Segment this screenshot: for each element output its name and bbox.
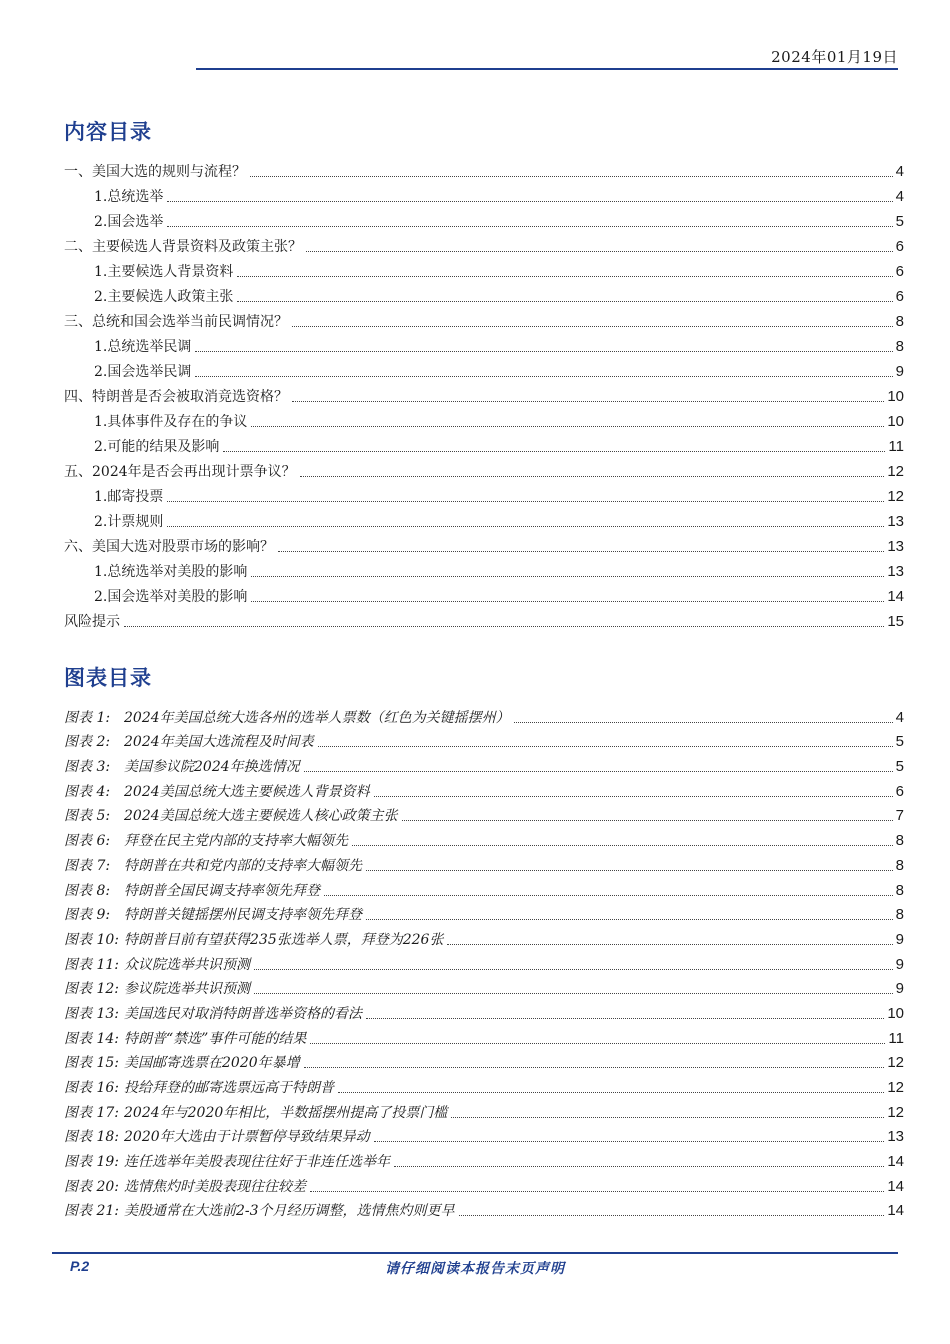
figure-caption: 美国参议院2024年换选情况 (124, 759, 300, 776)
toc-entry-page: 14 (887, 588, 904, 605)
figure-caption: 美股通常在大选前2-3个月经历调整，选情焦灼则更早 (124, 1203, 455, 1220)
toc-entry-text: 1.总统选举对美股的影响 (94, 564, 248, 580)
figure-caption: 特朗普目前有望获得235张选举人票，拜登为226张 (124, 931, 444, 948)
toc-entry-text: 风险提示 (64, 614, 120, 630)
figure-entry[interactable] (64, 751, 904, 776)
leader-dots (402, 819, 893, 821)
toc-entry-text: 二、主要候选人背景资料及政策主张？ (64, 239, 302, 255)
figure-entry-text (64, 1030, 306, 1048)
toc-entry-text: 2.可能的结果及影响 (94, 439, 220, 455)
leader-dots (237, 300, 892, 302)
toc-entry-text: 2.计票规则 (94, 514, 164, 530)
figure-entry-text (64, 882, 320, 900)
figure-caption: 拜登在民主党内部的支持率大幅领先 (124, 833, 348, 850)
figure-entry-page: 14 (887, 1202, 904, 1220)
toc-entry-text: 2.国会选举对美股的影响 (94, 589, 248, 605)
figure-label: 图表 6: (64, 833, 111, 850)
leader-dots (237, 275, 892, 277)
figure-caption: 2020年大选由于计票暂停导致结果异动 (124, 1129, 370, 1146)
toc-entry-page: 4 (895, 163, 904, 180)
figure-caption: 选情焦灼时美股表现往往较差 (124, 1178, 306, 1195)
toc-entry-page: 6 (895, 288, 904, 305)
toc-entry[interactable] (64, 481, 904, 506)
figure-label: 图表 8: (64, 882, 111, 899)
figure-label: 图表 13: (64, 1005, 119, 1022)
figure-caption: 2024年美国大选流程及时间表 (124, 734, 314, 751)
figure-entry-page: 8 (895, 906, 904, 924)
toc-entry[interactable] (64, 256, 904, 281)
toc-entry[interactable] (64, 231, 904, 256)
figure-entry[interactable] (64, 1171, 904, 1196)
figure-entry-page: 12 (887, 1054, 904, 1072)
figure-entry[interactable] (64, 825, 904, 850)
leader-dots (278, 550, 884, 552)
figure-entry-page: 11 (888, 1029, 904, 1047)
toc-entry[interactable] (64, 556, 904, 581)
toc-entry[interactable] (64, 456, 904, 481)
page-number: P.2 (70, 1258, 90, 1274)
figure-entry-text (64, 1128, 370, 1146)
figure-entry-page: 12 (887, 1103, 904, 1121)
toc-entry[interactable] (64, 181, 904, 206)
report-date: 2024年01月19日 (771, 48, 898, 66)
figure-entry[interactable] (64, 1023, 904, 1048)
figure-entry-text (64, 783, 370, 801)
figure-caption: 2024年与2020年相比，半数摇摆州提高了投票门槛 (124, 1104, 448, 1121)
figure-caption: 特朗普关键摇摆州民调支持率领先拜登 (124, 907, 362, 924)
footer-disclaimer: 请仔细阅读本报告末页声明 (385, 1261, 565, 1277)
leader-dots (394, 1165, 884, 1167)
figure-entry-text (64, 807, 398, 825)
figure-entry-page: 4 (895, 708, 904, 726)
toc-entry-text: 1.邮寄投票 (94, 489, 164, 505)
leader-dots (338, 1091, 884, 1093)
leader-dots (366, 869, 893, 871)
toc-entry-page: 8 (895, 313, 904, 330)
toc-entry[interactable] (64, 581, 904, 606)
leader-dots (459, 1214, 885, 1216)
figure-entry-page: 5 (895, 733, 904, 751)
leader-dots (300, 475, 885, 477)
figure-caption: 参议院选举共识预测 (124, 981, 250, 998)
figure-label: 图表 12: (64, 981, 119, 998)
leader-dots (251, 425, 884, 427)
leader-dots (366, 1017, 884, 1019)
toc-entry-page: 11 (888, 438, 904, 455)
figure-caption: 连任选举年美股表现往往好于非连任选举年 (124, 1154, 390, 1171)
figures-title: 图表目录 (64, 665, 152, 690)
figure-entry-text (64, 931, 443, 949)
figure-caption: 特朗普全国民调支持率领先拜登 (124, 882, 320, 899)
figure-entry-page: 7 (895, 807, 904, 825)
figure-entry[interactable] (64, 900, 904, 925)
figure-entry[interactable] (64, 850, 904, 875)
leader-dots (292, 325, 893, 327)
leader-dots (254, 968, 893, 970)
figure-entry-text (64, 1202, 455, 1220)
figure-entry[interactable] (64, 949, 904, 974)
figure-entry-page: 5 (895, 758, 904, 776)
leader-dots (306, 250, 893, 252)
leader-dots (167, 225, 892, 227)
leader-dots (310, 1190, 884, 1192)
figure-entry-text (64, 857, 362, 875)
toc-entry-page: 9 (895, 363, 904, 380)
figure-entry[interactable] (64, 1122, 904, 1147)
toc-entry-text: 一、美国大选的规则与流程？ (64, 164, 246, 180)
figure-entry-text (64, 1104, 447, 1122)
figure-entry[interactable] (64, 702, 904, 727)
figure-caption: 美国选民对取消特朗普选举资格的看法 (124, 1005, 362, 1022)
toc-title: 内容目录 (64, 119, 152, 144)
figure-entry[interactable] (64, 1048, 904, 1073)
toc-entry[interactable] (64, 431, 904, 456)
toc-entry[interactable] (64, 606, 904, 631)
toc-entry-text: 2.国会选举 (94, 214, 164, 230)
leader-dots (324, 894, 893, 896)
toc-entry[interactable] (64, 406, 904, 431)
leader-dots (167, 200, 892, 202)
toc-entry[interactable] (64, 331, 904, 356)
leader-dots (352, 844, 893, 846)
leader-dots (374, 795, 893, 797)
figure-caption: 2024美国总统大选主要候选人核心政策主张 (124, 808, 398, 825)
leader-dots (447, 943, 892, 945)
figure-entry-text (64, 709, 510, 727)
leader-dots (374, 1140, 885, 1142)
figures-list (64, 702, 904, 1220)
toc-entry-text: 三、总统和国会选举当前民调情况？ (64, 314, 288, 330)
toc-entry-page: 15 (887, 613, 904, 630)
figure-entry-text (64, 1054, 300, 1072)
leader-dots (250, 175, 893, 177)
toc-entry[interactable] (64, 206, 904, 231)
figure-entry[interactable] (64, 924, 904, 949)
toc-entry-text: 六、美国大选对股票市场的影响？ (64, 539, 274, 555)
leader-dots (254, 992, 893, 994)
figure-entry[interactable] (64, 727, 904, 752)
figure-entry[interactable] (64, 998, 904, 1023)
toc-entry-page: 8 (895, 338, 904, 355)
leader-dots (310, 1042, 885, 1044)
figure-entry[interactable] (64, 801, 904, 826)
figure-entry-page: 8 (895, 832, 904, 850)
figure-label: 图表 1: (64, 709, 111, 726)
figure-entry-page: 14 (887, 1177, 904, 1195)
header-divider (196, 68, 898, 70)
toc-entry-text: 2.国会选举民调 (94, 364, 192, 380)
figure-entry-text (64, 956, 250, 974)
figure-label: 图表 9: (64, 907, 111, 924)
figure-entry[interactable] (64, 1072, 904, 1097)
figure-entry[interactable] (64, 875, 904, 900)
toc-entry-page: 13 (887, 538, 904, 555)
figure-entry-page: 9 (895, 930, 904, 948)
toc-entry-page: 10 (887, 388, 904, 405)
figure-entry-text (64, 1079, 334, 1097)
toc-entry-text: 1.总统选举 (94, 189, 164, 205)
figure-caption: 投给拜登的邮寄选票远高于特朗普 (124, 1080, 334, 1096)
figure-entry-page: 10 (887, 1004, 904, 1022)
leader-dots (292, 400, 884, 402)
figure-label: 图表 4: (64, 783, 111, 800)
figure-entry-page: 9 (895, 980, 904, 998)
figure-entry-page: 6 (895, 782, 904, 800)
toc-entry-page: 12 (887, 463, 904, 480)
figure-entry[interactable] (64, 1146, 904, 1171)
figure-caption: 众议院选举共识预测 (124, 956, 250, 973)
leader-dots (251, 575, 884, 577)
figure-label: 图表 21: (64, 1203, 119, 1220)
toc-entry-text: 2.主要候选人政策主张 (94, 289, 234, 305)
toc-entry-text: 五、2024年是否会再出现计票争议？ (64, 464, 296, 480)
figure-label: 图表 10: (64, 931, 119, 948)
leader-dots (167, 525, 884, 527)
figure-entry[interactable] (64, 1097, 904, 1122)
toc-entry-text: 1.主要候选人背景资料 (94, 264, 234, 280)
toc-entry[interactable] (64, 531, 904, 556)
leader-dots (366, 918, 893, 920)
leader-dots (223, 450, 885, 452)
leader-dots (514, 721, 893, 723)
toc-entry-page: 4 (895, 188, 904, 205)
toc-entry-text: 四、特朗普是否会被取消竞选资格？ (64, 389, 288, 405)
leader-dots (304, 1066, 885, 1068)
figure-entry-text (64, 1178, 306, 1196)
figure-entry-text (64, 906, 362, 924)
leader-dots (195, 350, 892, 352)
figure-caption: 特朗普在共和党内部的支持率大幅领先 (124, 857, 362, 874)
toc-entry[interactable] (64, 306, 904, 331)
figure-label: 图表 14: (64, 1030, 119, 1047)
figure-label: 图表 16: (64, 1080, 119, 1096)
leader-dots (124, 625, 884, 627)
figure-caption: 特朗普“禁选”事件可能的结果 (124, 1030, 307, 1047)
toc-entry-text: 1.具体事件及存在的争议 (94, 414, 248, 430)
toc-entry[interactable] (64, 381, 904, 406)
toc-entry[interactable] (64, 506, 904, 531)
leader-dots (304, 770, 893, 772)
figure-entry-text (64, 980, 250, 998)
figure-entry-page: 12 (887, 1079, 904, 1096)
figure-entry-page: 8 (895, 881, 904, 899)
figure-entry-page: 14 (887, 1153, 904, 1171)
figure-entry-text (64, 832, 348, 850)
figure-label: 图表 7: (64, 857, 111, 874)
toc-entry[interactable] (64, 281, 904, 306)
figure-entry-text (64, 758, 300, 776)
figure-entry-page: 13 (887, 1128, 904, 1146)
figure-entry-text (64, 1153, 390, 1171)
figure-label: 图表 5: (64, 808, 111, 825)
leader-dots (195, 375, 892, 377)
toc-entry[interactable] (64, 356, 904, 381)
figure-caption: 美国邮寄选票在2020年暴增 (124, 1055, 300, 1072)
leader-dots (251, 600, 884, 602)
figure-label: 图表 11: (64, 956, 119, 973)
figure-label: 图表 17: (64, 1104, 119, 1121)
figure-entry[interactable] (64, 776, 904, 801)
toc-list (64, 156, 904, 631)
toc-entry-page: 6 (895, 238, 904, 255)
figure-entry-text (64, 1005, 362, 1023)
toc-entry-page: 13 (887, 563, 904, 580)
figure-label: 图表 18: (64, 1129, 119, 1146)
toc-entry-page: 13 (887, 513, 904, 530)
figure-caption: 2024年美国总统大选各州的选举人票数（红色为关键摇摆州） (124, 709, 510, 726)
figure-entry-page: 9 (895, 955, 904, 973)
toc-entry-page: 10 (887, 413, 904, 430)
figure-entry[interactable] (64, 1196, 904, 1221)
figure-caption: 2024美国总统大选主要候选人背景资料 (124, 783, 370, 800)
toc-entry[interactable] (64, 156, 904, 181)
figure-label: 图表 2: (64, 734, 111, 751)
leader-dots (318, 745, 893, 747)
toc-entry-text: 1.总统选举民调 (94, 339, 192, 355)
figure-label: 图表 15: (64, 1055, 119, 1072)
toc-entry-page: 6 (895, 263, 904, 280)
figure-label: 图表 19: (64, 1154, 119, 1171)
figure-entry[interactable] (64, 974, 904, 999)
figure-label: 图表 3: (64, 759, 111, 776)
figure-entry-page: 8 (895, 856, 904, 874)
leader-dots (451, 1116, 884, 1118)
footer-divider (52, 1252, 898, 1254)
leader-dots (167, 500, 884, 502)
figure-label: 图表 20: (64, 1178, 119, 1195)
toc-entry-page: 12 (887, 488, 904, 505)
toc-entry-page: 5 (895, 213, 904, 230)
figure-entry-text (64, 733, 314, 751)
